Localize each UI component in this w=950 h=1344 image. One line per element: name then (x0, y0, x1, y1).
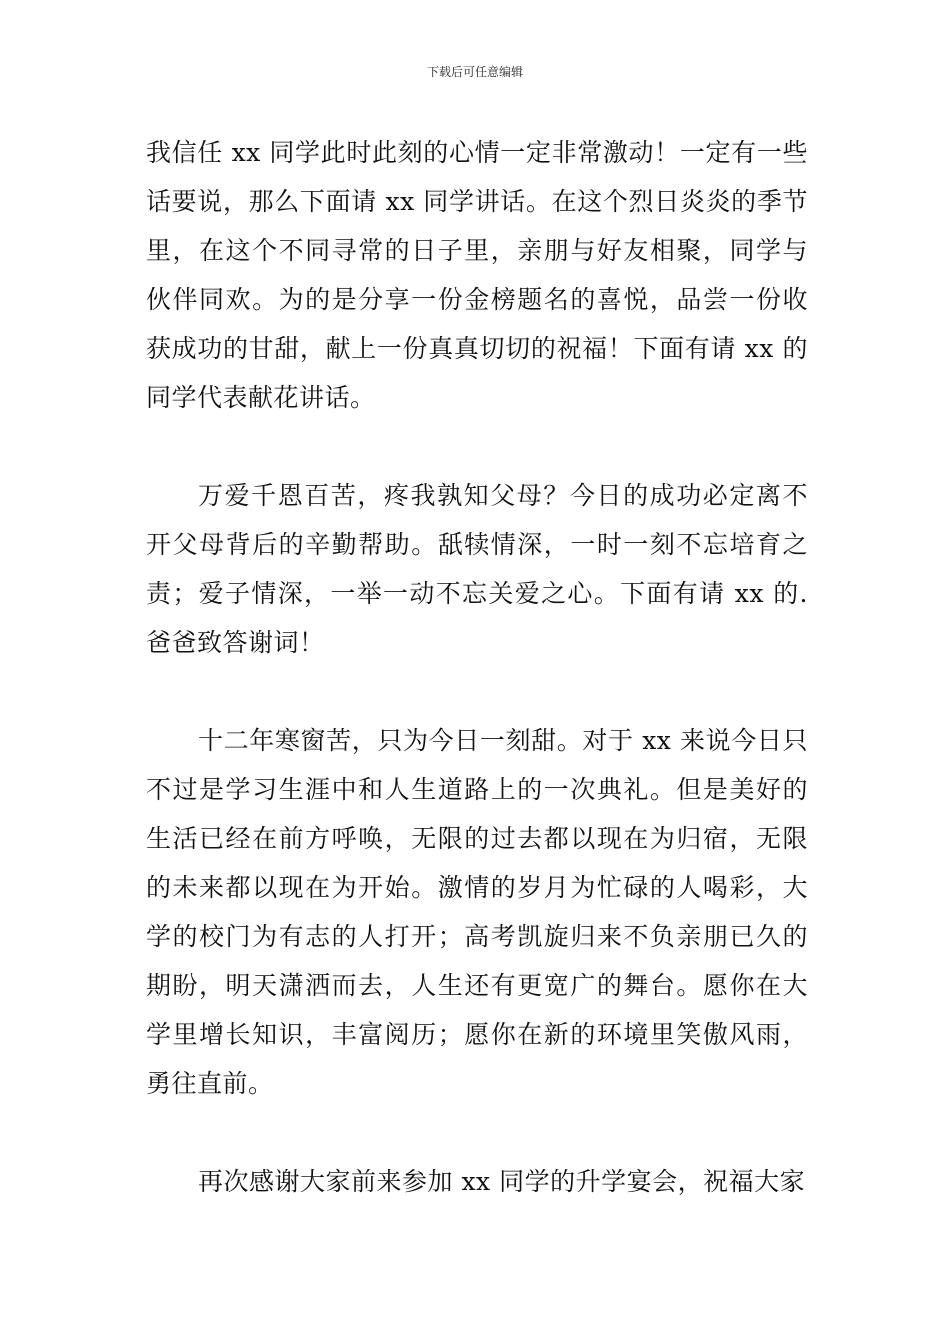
page-header: 下载后可任意编辑 (426, 65, 523, 79)
paragraph-gap (146, 1108, 808, 1157)
paragraph-3: 十二年寒窗苦，只为今日一刻甜。对于 xx 来说今日只不过是学习生涯中和人生道路上的一次典礼。但是美好的生活已经在前方呼唤，无限的过去都以现在为归宿，无限的未来都以现在为开始。激情的岁月为忙碌的人喝彩，大学的校门为有志的人打开；高考凯旋归来不负亲朋已久的期盼，明天潇洒而去，人生还有更宽广的舞台。愿你在大学里增长知识，丰富阅历；愿你在新的环境里笑傲风雨，勇往直前。 (146, 726, 808, 1098)
paragraph-gap (146, 422, 808, 471)
paragraph-4: 再次感谢大家前来参加 xx 同学的升学宴会，祝福大家 (198, 1167, 806, 1196)
paragraph-2: 万爱千恩百苦，疼我孰知父母？今日的成功必定离不开父母背后的辛勤帮助。舐犊情深，一时一刻不忘培育之责；爱子情深，一举一动不忘关爱之心。下面有请 xx 的. 爸爸致答谢词！ (146, 481, 808, 657)
document-body (146, 128, 808, 1206)
paragraph-gap (146, 667, 808, 716)
paragraph-1: 我信任 xx 同学此时此刻的心情一定非常激动！一定有一些话要说，那么下面请 xx 同学讲话。在这个烈日炎炎的季节里，在这个不同寻常的日子里，亲朋与好友相聚，同学与伙伴同欢。为的是分享一份金榜题名的喜悦，品尝一份收获成功的甘甜，献上一份真真切切的祝福！下面有请 xx 的同学代表献花讲话。 (146, 138, 808, 412)
